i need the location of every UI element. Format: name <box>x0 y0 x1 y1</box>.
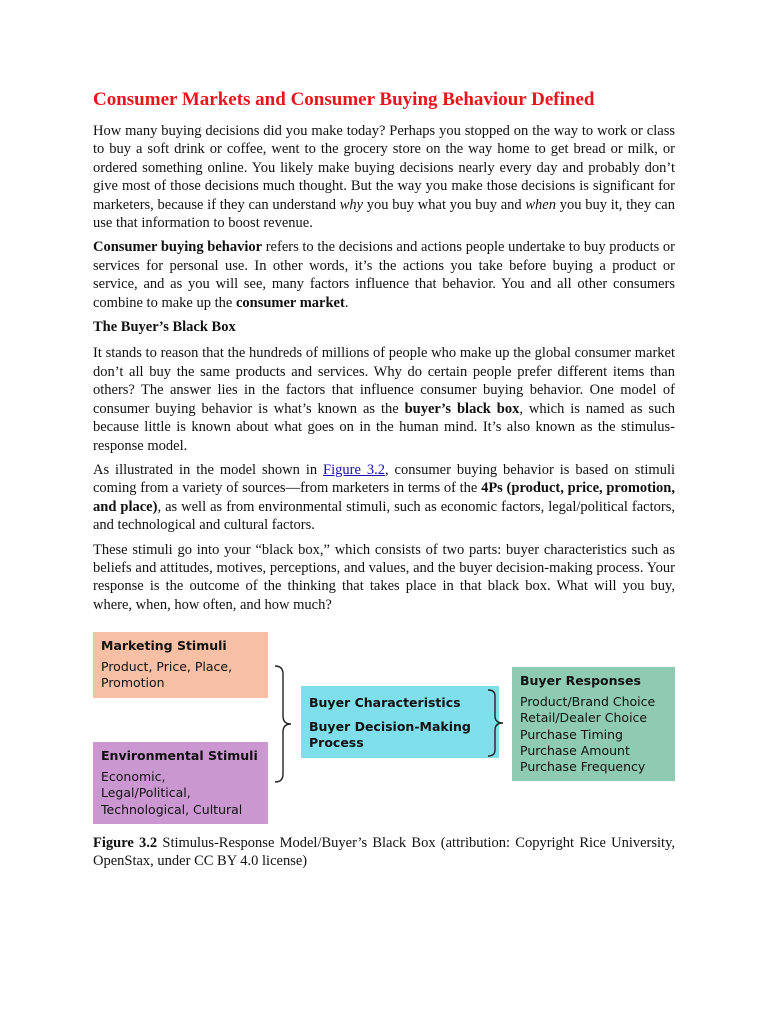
intro-emphasis-when: when <box>525 196 556 213</box>
buyer-responses-box <box>512 667 675 781</box>
buyer-decision-label-cont: Process <box>309 735 364 751</box>
model-text-end: , as well as from environmental stimuli, such as economic factors, legal/political factors, and technological and cultural factors. <box>93 498 675 534</box>
right-brace-icon <box>486 688 506 758</box>
intro-emphasis-why: why <box>339 196 364 213</box>
term-4ps: 4Ps (product, price, promotion, and place) <box>93 480 675 515</box>
model-text-mid: , consumer buying behavior is based on stimuli coming from a variety of sources—from marketers in terms of the <box>93 461 675 497</box>
definition-paragraph <box>93 238 675 312</box>
article <box>93 84 675 620</box>
model-paragraph <box>93 461 675 535</box>
buyer-response-item: Purchase Frequency <box>520 759 646 775</box>
buyer-response-item: Product/Brand Choice <box>520 694 656 710</box>
figure-caption-text: Stimulus-Response Model/Buyer’s Black Box (attribution: Copyright Rice University, OpenStax, under CC BY 4.0 license) <box>93 835 676 870</box>
buyer-characteristics-label: Buyer Characteristics <box>309 695 461 710</box>
buyer-response-item: Purchase Amount <box>520 742 630 758</box>
environmental-stimuli-line: Legal/Political, <box>101 785 191 801</box>
page-title: Consumer Markets and Consumer Buying Behaviour Defined <box>93 89 595 110</box>
buyer-decision-label: Buyer Decision-Making <box>309 719 471 735</box>
black-box <box>301 686 499 758</box>
stimulus-response-diagram <box>93 632 675 824</box>
environmental-stimuli-line: Economic, <box>101 769 166 785</box>
definition-end: . <box>344 294 349 311</box>
marketing-stimuli-box <box>93 632 268 698</box>
stimuli-paragraph: These stimuli go into your “black box,” which consists of two parts: buyer characteristics such as beliefs and attitudes, motives, perceptions, and values, and the buyer decision-making process. Your response is the outcome of the thinking that takes place in that black box. What will you buy, where, when, how often, and how much? <box>93 541 675 613</box>
environmental-stimuli-box <box>93 742 268 824</box>
intro-text-mid: you buy what you buy and <box>363 196 526 213</box>
term-buyers-black-box: buyer’s black box <box>404 400 520 417</box>
black-box-paragraph <box>93 344 675 454</box>
figure-label: Figure 3.2 <box>93 835 158 851</box>
marketing-stimuli-line: Promotion <box>101 675 165 691</box>
figure-caption <box>93 834 675 871</box>
definition-text: refers to the decisions and actions people undertake to buy products or services for personal use. In other words, it’s the actions you take before buying a product or service, and as you will see, many factors influence that behavior. You and all other consumers combine to make up the <box>93 239 675 311</box>
section-heading: The Buyer’s Black Box <box>93 319 236 336</box>
buyer-response-item: Retail/Dealer Choice <box>520 710 648 726</box>
term-consumer-buying-behavior: Consumer buying behavior <box>93 239 263 256</box>
black-box-text-end: , which is named as such because little is known about what goes on in the human mind. It’s also known as the stimulus-response model. <box>93 400 676 454</box>
model-text: As illustrated in the model shown in <box>93 461 324 478</box>
marketing-stimuli-title: Marketing Stimuli <box>101 638 227 653</box>
intro-text-end: you buy it, they can use that information to boost revenue. <box>93 196 675 232</box>
buyer-responses-title: Buyer Responses <box>520 673 641 688</box>
environmental-stimuli-title: Environmental Stimuli <box>101 748 258 763</box>
black-box-text: It stands to reason that the hundreds of millions of people who make up the global consumer market don’t all buy the same products and services. Why do certain people prefer different items than others? The answer lies in the factors that influence consumer buying behavior. One model of consumer buying behavior is what’s known as the <box>93 345 675 417</box>
figure-link[interactable]: Figure 3.2 <box>323 461 385 478</box>
left-brace-icon <box>273 664 293 784</box>
term-consumer-market: consumer market <box>235 294 345 311</box>
buyer-response-item: Purchase Timing <box>520 726 623 742</box>
intro-text: How many buying decisions did you make today? Perhaps you stopped on the way to work or class to buy a soft drink or coffee, went to the grocery store on the way home to get bread or milk, or ordered something online. You likely make buying decisions nearly every day and probably don’t give most of those decisions much thought. But the way you make those decisions is significant for marketers, because if they can understand <box>93 123 675 213</box>
marketing-stimuli-line: Product, Price, Place, <box>101 659 233 675</box>
environmental-stimuli-line: Technological, Cultural <box>101 801 243 817</box>
intro-paragraph <box>93 122 675 232</box>
